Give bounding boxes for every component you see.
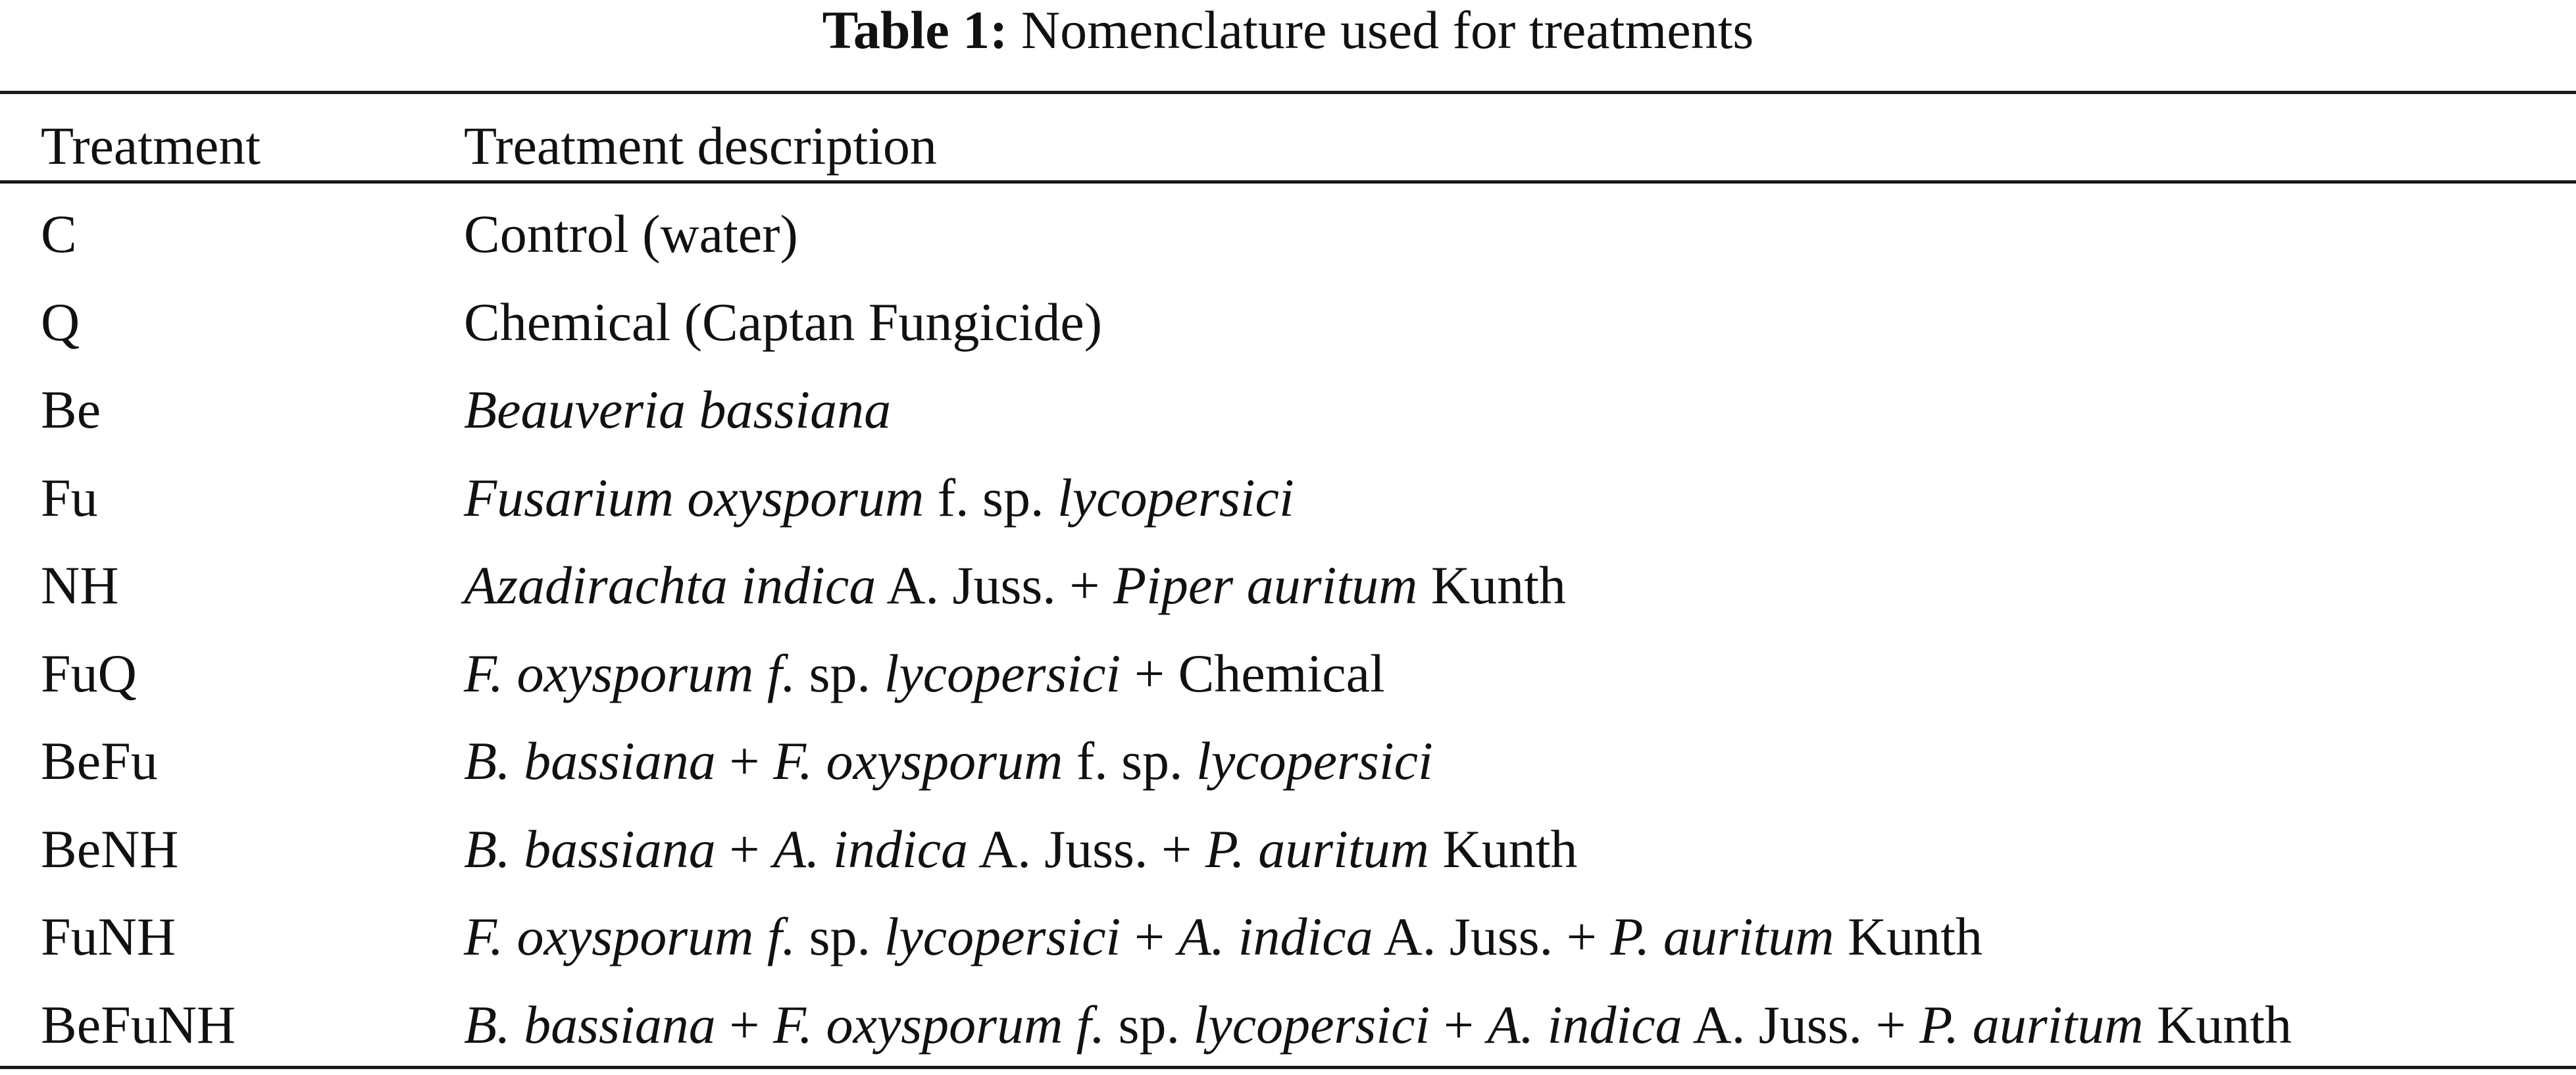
description-segment: + <box>715 995 773 1055</box>
description-segment: Kunth <box>2143 995 2292 1055</box>
treatment-code: BeFu <box>41 731 158 791</box>
description-segment: Piper auritum <box>1113 555 1418 615</box>
treatment-code: FuQ <box>41 643 137 703</box>
description-segment: sp. <box>796 643 884 703</box>
treatment-description <box>464 818 1577 881</box>
description-segment: A. indica <box>1487 995 1682 1055</box>
description-segment: Chemical (Captan Fungicide) <box>464 292 1103 352</box>
description-segment: sp. <box>796 907 884 966</box>
treatment-description <box>464 730 1433 793</box>
header-treatment: Treatment <box>41 116 261 176</box>
description-segment: Control (water) <box>464 204 798 264</box>
description-segment: B. bassiana <box>464 819 716 879</box>
description-segment: Kunth <box>1834 907 1983 966</box>
description-segment: B. bassiana <box>464 995 716 1055</box>
description-segment: Azadirachta indica <box>464 555 876 615</box>
description-segment: F. oxysporum <box>772 731 1063 791</box>
treatment-description <box>464 466 1294 530</box>
table-top-rule <box>0 91 2576 94</box>
table-bottom-rule <box>0 1066 2576 1069</box>
treatment-code: NH <box>41 555 119 615</box>
treatment-description <box>464 203 798 266</box>
description-segment: + <box>715 731 773 791</box>
treatment-description <box>464 378 891 441</box>
description-segment: A. Juss. + <box>1373 907 1611 966</box>
treatment-code: BeFuNH <box>41 995 236 1055</box>
description-segment: A. Juss. + <box>1682 995 1920 1055</box>
description-segment: Kunth <box>1428 819 1578 879</box>
description-segment: F. oxysporum f. <box>464 907 796 966</box>
description-segment: A. indica <box>1178 907 1373 966</box>
description-segment: + <box>1430 995 1488 1055</box>
description-segment: f. sp. <box>924 468 1057 528</box>
description-segment: lycopersici <box>884 907 1121 966</box>
description-segment: Fusarium oxysporum <box>464 468 924 528</box>
treatment-description <box>464 905 1983 968</box>
description-segment: Beauveria bassiana <box>464 380 892 439</box>
treatment-code: FuNH <box>41 907 176 966</box>
description-segment: sp. <box>1105 995 1194 1055</box>
table-caption <box>0 0 2576 66</box>
description-segment: + <box>1121 907 1178 966</box>
treatment-code: C <box>41 204 77 264</box>
table-header-rule <box>0 180 2576 184</box>
description-segment: A. Juss. + <box>968 819 1205 879</box>
description-segment: P. auritum <box>1610 907 1834 966</box>
treatment-code: BeNH <box>41 819 179 879</box>
header-description: Treatment description <box>464 116 937 176</box>
description-segment: F. oxysporum f. <box>772 995 1105 1055</box>
description-segment: Kunth <box>1417 555 1566 615</box>
description-segment: lycopersici <box>884 643 1121 703</box>
description-segment: + Chemical <box>1121 643 1385 703</box>
treatment-description <box>464 993 2292 1057</box>
description-segment: f. sp. <box>1063 731 1197 791</box>
description-segment: lycopersici <box>1193 995 1430 1055</box>
treatment-description <box>464 554 1566 617</box>
treatment-description <box>464 291 1102 354</box>
description-segment: A. indica <box>772 819 969 879</box>
treatment-description <box>464 642 1385 705</box>
treatment-code: Fu <box>41 468 98 528</box>
description-segment: lycopersici <box>1196 731 1433 791</box>
table-caption-text: Nomenclature used for treatments <box>1021 0 1754 60</box>
description-segment: P. auritum <box>1205 819 1429 879</box>
description-segment: B. bassiana <box>464 731 716 791</box>
description-segment: A. Juss. + <box>876 555 1114 615</box>
treatment-code: Q <box>41 292 80 352</box>
treatment-code: Be <box>41 380 101 439</box>
description-segment: P. auritum <box>1919 995 2144 1055</box>
description-segment: + <box>715 819 773 879</box>
description-segment: lycopersici <box>1057 468 1294 528</box>
description-segment: F. oxysporum f. <box>464 643 796 703</box>
table-caption-label: Table 1: <box>822 0 1008 60</box>
